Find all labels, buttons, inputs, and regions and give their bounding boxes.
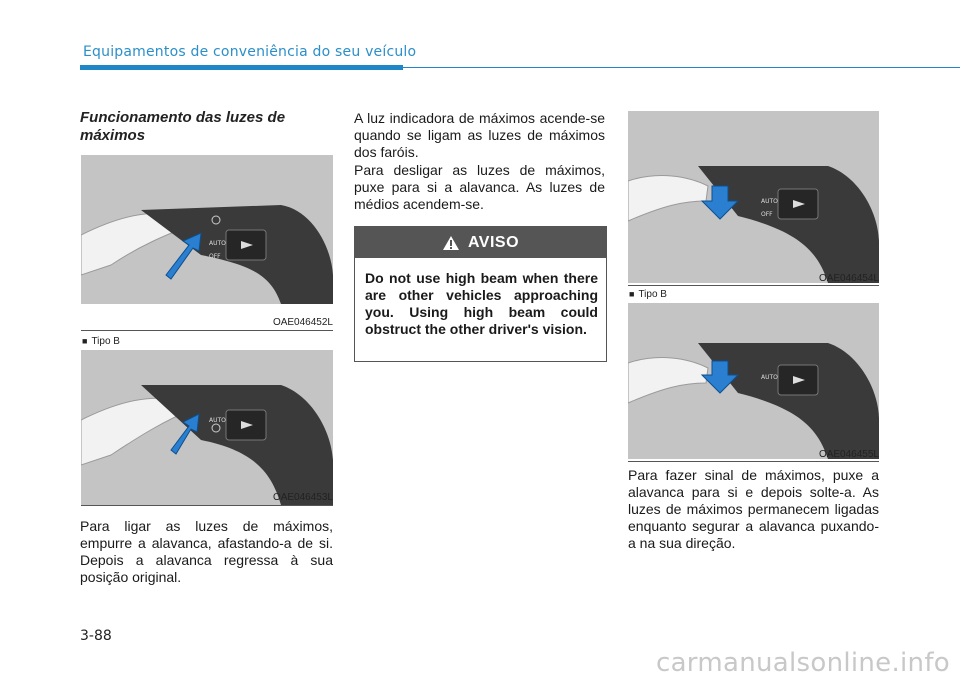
page-number: 3-88 — [80, 628, 112, 644]
warning-box — [354, 226, 607, 362]
figure-rule — [628, 285, 879, 286]
warning-text: Do not use high beam when there are other vehicles approaching you. Using high beam could obstruct the other driver's vision. — [365, 270, 598, 337]
stalk-illustration — [81, 155, 333, 304]
auto-marking: AUTO — [761, 374, 778, 381]
warning-title: AVISO — [467, 233, 520, 251]
figure-label-text: Tipo B — [91, 336, 120, 347]
header-title: Equipamentos de conveniência do seu veículo — [83, 44, 417, 60]
figure-rule — [628, 461, 879, 462]
off-marking: OFF — [761, 211, 773, 218]
figure-code: OAE046455L — [818, 449, 879, 460]
stalk-illustration — [628, 111, 879, 283]
auto-marking: AUTO — [209, 240, 226, 247]
warning-triangle-icon — [442, 235, 460, 251]
figure-code: OAE046453L — [272, 492, 333, 503]
figure-rule — [81, 330, 333, 331]
stalk-illustration — [81, 350, 333, 505]
figure-a-left — [81, 155, 333, 304]
paragraph-turn-off: Para desligar as luzes de máximos, puxe para si a alavanca. As luzes de médios acendem-se. — [354, 162, 605, 212]
off-marking: OFF — [209, 253, 221, 260]
auto-marking: AUTO — [761, 198, 778, 205]
warning-header — [355, 227, 606, 258]
paragraph-push-lever: Para ligar as luzes de máximos, empurre a alavanca, afastando-a de si. Depois a alavanca regressa à sua posição original. — [80, 518, 333, 585]
section-title: Funcionamento das luzes de máximos — [80, 109, 286, 144]
figure-b-right — [628, 303, 879, 459]
figure-label-b-left: ■ Tipo B — [82, 336, 120, 347]
paragraph-flash: Para fazer sinal de máximos, puxe a alavanca para si e depois solte-a. As luzes de máximos permanecem ligadas enquanto segurar a alavanca puxando-a na sua direção. — [628, 467, 879, 551]
stalk-illustration — [628, 303, 879, 459]
figure-a-right — [628, 111, 879, 283]
figure-label-text: Tipo B — [638, 289, 667, 300]
figure-code: OAE046454L — [818, 273, 879, 284]
watermark: carmanualsonline.info — [655, 648, 950, 678]
figure-b-left — [81, 350, 333, 505]
paragraph-indicator: A luz indicadora de máximos acende-se quando se ligam as luzes de máximos dos faróis. — [354, 110, 605, 160]
figure-rule — [81, 505, 333, 506]
figure-code: OAE046452L — [272, 317, 333, 328]
auto-marking: AUTO — [209, 417, 226, 424]
header-bar — [80, 65, 403, 70]
header-line — [403, 67, 960, 68]
figure-label-b-right: ■ Tipo B — [629, 289, 667, 300]
